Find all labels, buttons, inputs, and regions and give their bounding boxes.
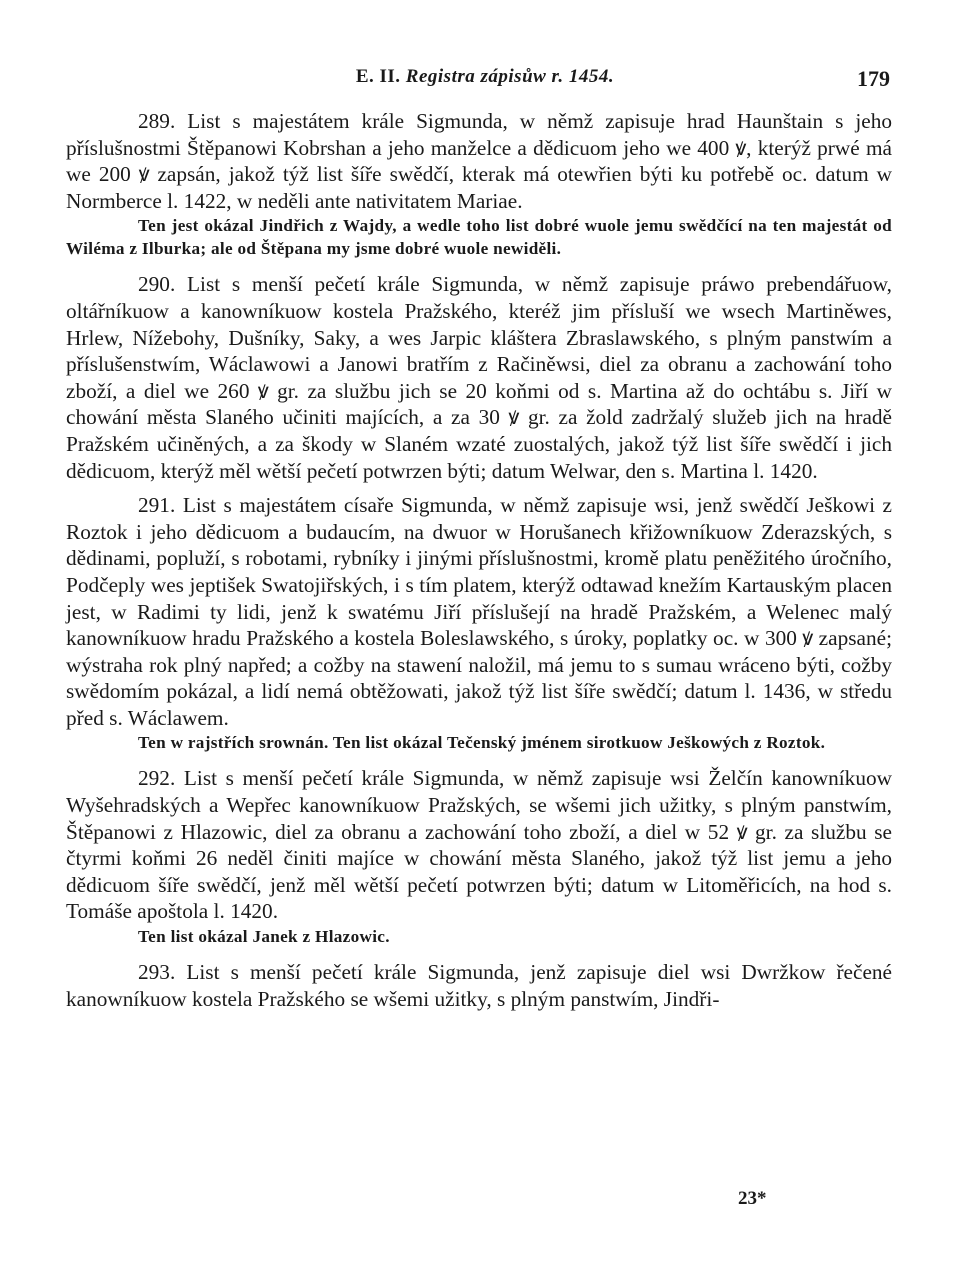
entry-291 <box>66 492 892 731</box>
running-title <box>80 66 890 88</box>
page-body <box>66 108 892 1012</box>
entry-note: Ten w rajstřích srownán. Ten list okázal Tečenský jménem sirotkuow Ješkowých z Roztok. <box>138 733 826 753</box>
entry-text: List s menší pečetí krále Sigmunda, w němž zapisuje wsi Želčín kanowníkuow Wyšehradských a Wepřec kanowníkuow Pražských, se wšemi jich užitky, s plným panstwím, Štěpanowi z Hlazowic, diel za obranu a zachowání toho zboží, a diel w 52 ꝟ gr. za službu se čtyrmi koňmi 26 neděl činiti majíce w chowání města Slaného, jakož týž list jemu a jeho dědicuom šíře swědčí, jenž měl wětší pečetí potwrzen býti; datum w Litoměřicích, na hod s. Tomáše apoštola l. 1420. <box>66 766 892 924</box>
header-title: Registra zápisůw r. 1454. <box>405 66 615 87</box>
signature-mark: 23* <box>738 1188 767 1209</box>
entry-note: Ten list okázal Janek z Hlazowic. <box>138 927 390 947</box>
entry-290 <box>66 271 892 484</box>
entry-289 <box>66 108 892 214</box>
entry-292 <box>66 765 892 925</box>
entry-note: Ten jest okázal Jindřich z Wajdy, a wedle toho list dobré wuole jemu swědčící na ten majestát od Wiléma z Ilburka; ale od Štěpana my jsme dobré wuole newiděli. <box>66 216 892 259</box>
page-number: 179 <box>857 66 890 91</box>
running-header <box>80 66 890 96</box>
entry-number: 290. <box>138 272 176 297</box>
entry-number: 292. <box>138 766 176 791</box>
section-mark: E. II. <box>355 66 401 87</box>
entry-number: 289. <box>138 109 176 133</box>
entry-text: List s majestátem krále Sigmunda, w němž zapisuje hrad Haunštain s jeho příslušnostmi Štěpanowi Kobrshan a jeho manželce a dědicuom jeho we 400 ꝟ, kterýž prwé má we 200 ꝟ zapsán, jakož týž list šíře swědčí, kterak má otewřien býti ku potřebě oc. datum w Normberce l. 1422, w neděli ante nativitatem Mariae. <box>66 109 892 213</box>
entry-number: 293. <box>138 960 176 985</box>
entry-text: List s majestátem císaře Sigmunda, w němž zapisuje wsi, jenž swědčí Ješkowi z Roztok i jeho dědicuom a budaucím, na dwuor w Horušanech křižowníkuow Zderazských, s dědinami, popluží, s robotami, rybníky i jinými příslušnostmi, kromě platu peněžitého úročního, Podčeply wes jeptišek Swatojiřských, i s tím platem, kterýž odtawad knežím Kartauským placen jest, w Radimi ty lidi, jenž k swatému Jiří příslušejí na hradě Pražském, a Welenec malý kanowníkuow hradu Pražského a kostela Boleslawského, s úroky, poplatky oc. w 300 ꝟ zapsané; wýstraha rok plný napřed; a cožby na stawení naložil, má jemu to s sumau wráceno býti, cožby swědomím pokázal, a lidí nemá obtěžowati, jakož týž list šíře swědčí; datum l. 1436, w středu před s. Wáclawem. <box>66 493 892 730</box>
entry-text: List s menší pečetí krále Sigmunda, jenž zapisuje diel wsi Dwržkow řečené kanowníkuow kostela Pražského se wšemi užitky, s plným panstwím, Jindři- <box>66 960 892 1011</box>
entry-number: 291. <box>138 493 176 518</box>
entry-293 <box>66 959 892 1012</box>
entry-text: List s menší pečetí krále Sigmunda, w němž zapisuje práwo prebendářuow, oltářníkuow a kanowníkuow kostela Pražského, kteréž jim přísluší we wsech Martiněwes, Hrlew, Nížebohy, Dušníky, Saky, a wes Jarpic kláštera Zbraslawského, s plným panstwím a příslušenstwím, Wáclawowi a Janowi bratřím z Račiněwsi, diel za obranu a zachowání toho zboží, a diel we 260 ꝟ gr. za službu jich se 20 koňmi od s. Martina až do ochtábu s. Jiří w chowání města Slaného učiniti majících, a za 30 ꝟ gr. za žold zadržalý služeb jich na hradě Pražském učiněných, a za škody w Slaném wzaté zuostalých, jakož týž list šíře swědčí i jich dědicuom, kterýž měl wětší pečetí potwrzen býti; datum Welwar, den s. Martina l. 1420. <box>66 272 892 483</box>
